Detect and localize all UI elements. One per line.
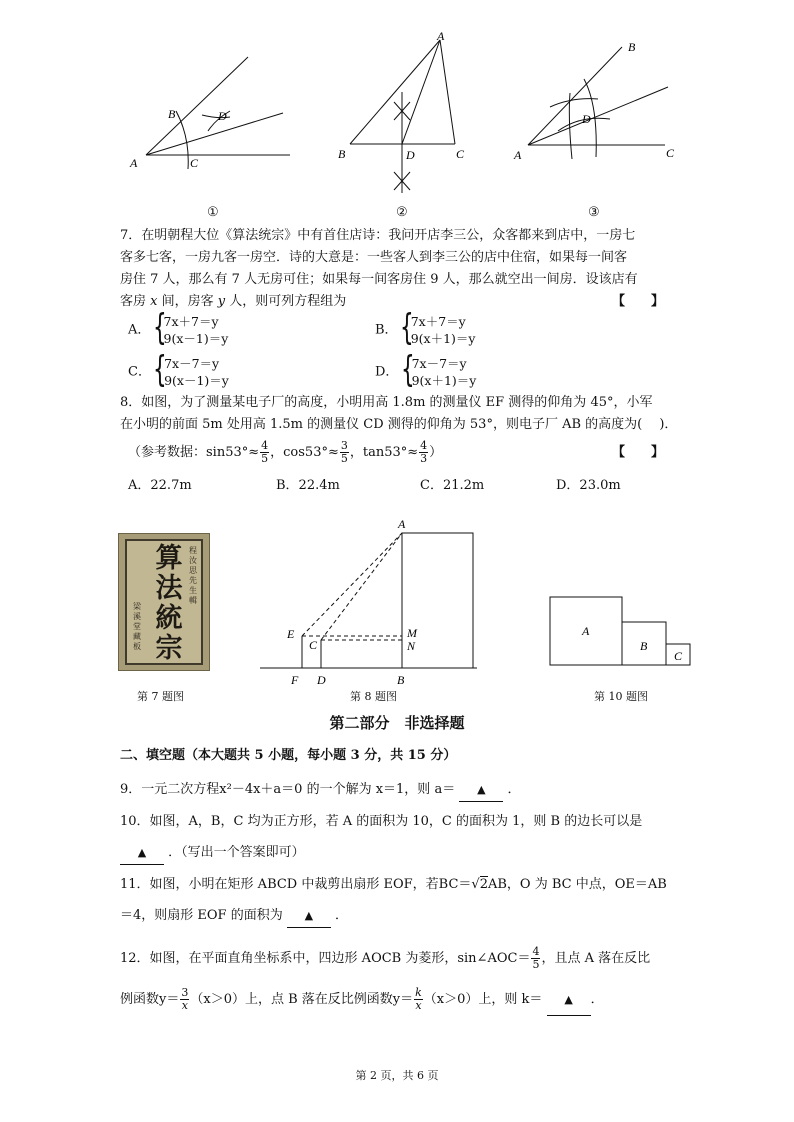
q12-part-e: （x＞0）上，则 k＝ (423, 992, 543, 1007)
fraction-cos53 (340, 440, 349, 465)
q8-option-A[interactable]: A．22.7m (128, 478, 192, 493)
label-C: C (674, 649, 683, 663)
q11-line2 (120, 905, 348, 928)
q8-option-D[interactable]: D．23.0m (556, 478, 621, 493)
figure-2-caption: ② (396, 205, 408, 220)
sqrt-radicand: 2 (479, 877, 488, 892)
denominator: x (415, 999, 422, 1012)
equation-system (402, 313, 476, 347)
label-D: D (317, 673, 326, 687)
option-label: C． (128, 364, 151, 380)
part-2-title: 第二部分 非选择题 (329, 714, 465, 732)
label-B: B (338, 147, 346, 161)
fraction-3-over-x (180, 987, 189, 1012)
denominator: 5 (532, 958, 540, 971)
q7-option-B[interactable] (375, 313, 475, 347)
label-A: A (130, 156, 138, 170)
option-label: D． (375, 364, 399, 380)
q12-answer-blank[interactable]: ▲ (547, 985, 591, 1016)
page-footer: 第 2 页，共 6 页 (355, 1069, 439, 1082)
denominator: 5 (261, 452, 269, 465)
numerator: k (415, 986, 422, 999)
q11-answer-blank[interactable]: ▲ (287, 905, 331, 928)
label-C: C (666, 146, 675, 160)
book-char-3: 統 (155, 603, 183, 634)
book-char-4: 宗 (155, 633, 183, 664)
equation-system (403, 355, 477, 389)
equation-2: 9(x－1)＝y (163, 331, 229, 346)
label-N: N (407, 639, 416, 653)
q12-part-d: （x＞0）上，点 B 落在反比例函数y＝ (190, 992, 414, 1007)
label-C: C (456, 147, 465, 161)
figure-3-angle-trisection (510, 35, 690, 165)
q9 (120, 779, 521, 802)
q9-text: 9．一元二次方程x²－4x＋a＝0 的一个解为 x＝1，则 a＝ (120, 782, 456, 797)
q8-reference-data (128, 438, 442, 468)
label-B: B (640, 639, 648, 653)
book-side-text-2: 梁溪堂藏板 (133, 602, 141, 651)
equation-1: { 7x＋7＝y (163, 314, 219, 329)
numerator: 4 (261, 439, 269, 452)
q7-line1: 7．在明朝程大位《算法统宗》中有首住店诗：我问开店李三公，众客都来到店中，一房七 (120, 228, 636, 243)
q12-part-c: 例函数y＝ (120, 992, 180, 1007)
label-E: E (287, 627, 295, 641)
figure-1-caption: ① (207, 205, 219, 220)
figure-10-caption: 第 10 题图 (594, 690, 648, 703)
fraction-k-over-x (414, 987, 423, 1012)
label-D: D (218, 109, 227, 123)
equation-1: { 7x＋7＝y (410, 314, 466, 329)
label-A: A (514, 148, 522, 162)
figure-8-caption: 第 8 题图 (350, 690, 397, 703)
q8-option-B[interactable]: B．22.4m (276, 478, 340, 493)
option-label: A． (128, 322, 151, 338)
equation-system (155, 355, 229, 389)
q11-end: ． (335, 908, 349, 923)
label-B: B (168, 107, 176, 121)
q12-part-b: ，且点 A 落在反比 (541, 951, 651, 966)
q9-end: ． (507, 782, 521, 797)
q10-line1: 10．如图，A，B，C 均为正方形，若 A 的面积为 10，C 的面积为 1，则 B 的边长可以是 (120, 814, 643, 829)
figure-3-caption: ③ (588, 205, 600, 220)
q10-answer-blank[interactable]: ▲ (120, 842, 164, 865)
q12-line1 (120, 944, 650, 974)
equation-1: { 7x－7＝y (164, 356, 220, 371)
q7-answer-bracket: 【 】 (612, 294, 665, 309)
denominator: x (181, 999, 188, 1012)
ref-part-a: （参考数据：sin53°≈ (128, 445, 260, 460)
figure-8-building-measurement (255, 518, 485, 688)
q9-answer-blank[interactable]: ▲ (459, 779, 503, 802)
equation-2: 9(x＋1)＝y (410, 331, 476, 346)
numerator: 3 (181, 986, 189, 999)
section-2-heading: 二、填空题（本大题共 5 小题，每小题 3 分，共 15 分） (120, 748, 457, 763)
ref-part-b: ，cos53°≈ (270, 445, 339, 460)
sqrt-symbol: √ (471, 877, 480, 892)
book-side-text-1: 程汝思先生輯 (189, 546, 197, 605)
figure-10-squares (545, 590, 695, 670)
numerator: 4 (420, 439, 428, 452)
q7-line4-part-b: 间，房客 (161, 294, 214, 309)
option-label: B． (375, 322, 398, 338)
label-D: D (582, 112, 591, 126)
book-char-1: 算 (155, 543, 183, 574)
q7-option-A[interactable] (128, 313, 228, 347)
q11-line1 (120, 874, 667, 896)
q8-line2: 在小明的前面 5m 处用高 1.5m 的测量仪 CD 测得的仰角为 53°，则电子厂 AB 的高度为( )． (120, 417, 678, 432)
q7-option-C[interactable] (128, 355, 229, 389)
denominator: 3 (420, 452, 428, 465)
numerator: 4 (532, 945, 540, 958)
ref-part-d: ） (429, 445, 443, 460)
q10-line2 (120, 842, 305, 865)
label-F: F (291, 673, 299, 687)
q10-end: ．（写出一个答案即可） (168, 845, 305, 860)
book-char-2: 法 (155, 573, 183, 604)
fraction-tan53 (419, 440, 428, 465)
label-A: A (398, 518, 406, 531)
q7-line4-part-a: 客房 (120, 294, 147, 309)
equation-2: 9(x－1)＝y (164, 373, 229, 388)
figure-7-caption: 第 7 题图 (137, 690, 184, 703)
figure-2-perpendicular-bisector (330, 28, 480, 198)
label-C: C (309, 638, 318, 652)
q11-part-a: 11．如图，小明在矩形 ABCD 中裁剪出扇形 EOF，若BC＝ (120, 877, 472, 892)
denominator: 5 (340, 452, 348, 465)
q8-line1: 8．如图，为了测量某电子厂的高度，小明用高 1.8m 的测量仪 EF 测得的仰角为 45°，小军 (120, 395, 653, 410)
label-B: B (397, 673, 405, 687)
ref-part-c: ，tan53°≈ (349, 445, 419, 460)
label-C: C (190, 156, 199, 170)
q7-line2: 客多七客，一房九客一房空．诗的大意是：一些客人到李三公的店中住宿，如果每一间客 (120, 250, 628, 265)
q7-line3: 房住 7 人，那么有 7 人无房可住；如果每一间客房住 9 人，那么就空出一间房．设该店有 (120, 272, 638, 287)
q7-var-y: y (217, 294, 226, 309)
q7-var-x: x (150, 294, 158, 309)
label-A: A (437, 29, 445, 43)
fraction-sin-aoc (531, 946, 540, 971)
q7-line4-part-c: 人，则可列方程组为 (229, 294, 347, 309)
fraction-sin53 (260, 440, 269, 465)
q12-line2 (120, 985, 604, 1016)
q8-option-C[interactable]: C．21.2m (420, 478, 485, 493)
label-A: A (582, 624, 590, 638)
numerator: 3 (340, 439, 348, 452)
q12-end: ． (590, 992, 604, 1007)
figure-1-angle-bisector (118, 45, 308, 180)
label-M: M (407, 626, 417, 640)
q7-option-D[interactable] (375, 355, 476, 389)
label-D: D (406, 148, 415, 162)
q8-answer-bracket: 【 】 (612, 445, 665, 460)
book-cover-image (118, 533, 210, 671)
q12-part-a: 12．如图，在平面直角坐标系中，四边形 AOCB 为菱形，sin∠AOC＝ (120, 951, 531, 966)
label-B: B (628, 40, 636, 54)
equation-1: { 7x－7＝y (411, 356, 467, 371)
equation-system (155, 313, 229, 347)
q11-part-c: ＝4，则扇形 EOF 的面积为 (120, 908, 283, 923)
equation-2: 9(x＋1)＝y (411, 373, 477, 388)
q11-part-b: AB，O 为 BC 中点，OE＝AB (487, 877, 667, 892)
